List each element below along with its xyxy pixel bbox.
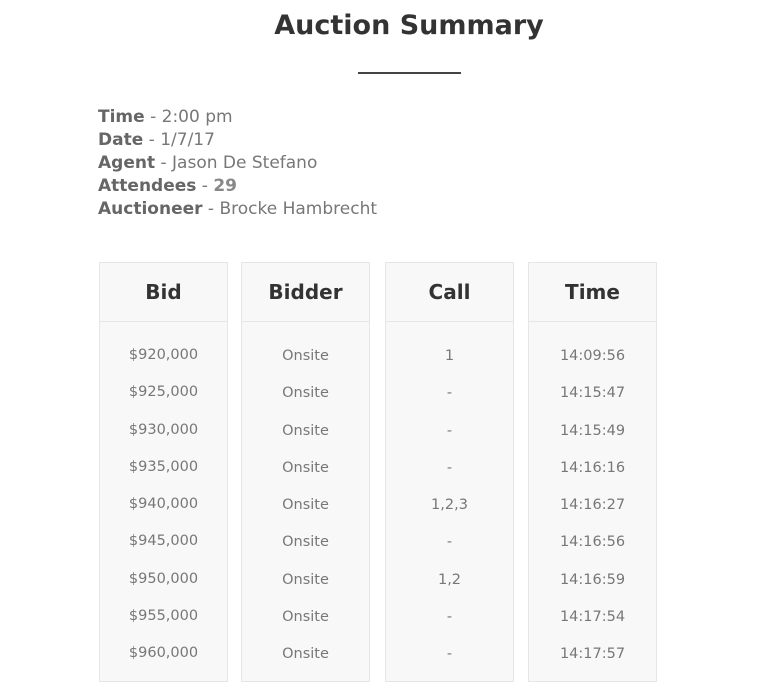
bid-cell: $940,000 (128, 496, 199, 513)
time-cell: 14:16:27 (559, 497, 626, 514)
bid-cell: $955,000 (128, 608, 199, 625)
bidder-cell: Onsite (282, 422, 329, 439)
call-column (385, 262, 514, 682)
bid-cell: $945,000 (128, 533, 199, 550)
time-column-cells (529, 322, 656, 674)
bidder-cell: Onsite (282, 497, 329, 514)
bidder-column-cells (242, 322, 369, 674)
bidder-cell: Onsite (282, 385, 329, 402)
call-cell: - (446, 534, 453, 551)
bid-cell: $920,000 (128, 347, 199, 363)
bid-cell: $935,000 (128, 458, 199, 475)
meta-time-label: Time (98, 107, 145, 127)
bid-column-cells (100, 322, 227, 673)
time-column (528, 262, 657, 682)
meta-attendees (98, 175, 377, 198)
time-cell: 14:17:57 (559, 646, 626, 663)
bidder-column-header: Bidder (242, 263, 369, 322)
meta-auctioneer (98, 198, 377, 221)
time-cell: 14:16:59 (559, 571, 626, 588)
meta-separator: - (201, 176, 208, 196)
bid-cell: $960,000 (128, 645, 199, 662)
meta-separator: - (150, 107, 157, 127)
bid-column (99, 262, 228, 682)
meta-time-value: 2:00 pm (161, 107, 233, 127)
bidder-cell: Onsite (282, 348, 329, 364)
call-cell: - (446, 459, 453, 476)
call-cell: - (446, 422, 453, 439)
call-cell: - (446, 609, 453, 626)
bidder-cell: Onsite (282, 459, 329, 476)
bid-cell: $930,000 (128, 421, 199, 438)
bidder-cell: Onsite (282, 571, 329, 588)
call-cell: - (446, 646, 453, 663)
title-divider (358, 72, 461, 74)
meta-date-label: Date (98, 130, 144, 150)
time-column-header: Time (529, 263, 656, 322)
auction-details (98, 106, 377, 221)
bidder-cell: Onsite (282, 534, 329, 551)
bidder-column (241, 262, 370, 682)
call-cell: 1,2,3 (431, 497, 468, 514)
call-column-cells (386, 322, 513, 674)
meta-attendees-value: 29 (213, 176, 238, 196)
call-cell: 1 (444, 348, 455, 364)
call-column-header: Call (386, 263, 513, 322)
meta-separator: - (160, 153, 167, 173)
meta-attendees-label: Attendees (98, 176, 197, 196)
meta-separator: - (148, 130, 155, 150)
bid-cell: $950,000 (128, 570, 199, 587)
call-cell: 1,2 (437, 571, 462, 588)
time-cell: 14:15:47 (559, 385, 626, 402)
time-cell: 14:15:49 (559, 422, 626, 439)
meta-time (98, 106, 377, 129)
bid-cell: $925,000 (128, 384, 199, 401)
time-cell: 14:17:54 (559, 609, 626, 626)
meta-separator: - (207, 199, 215, 219)
time-cell: 14:09:56 (559, 348, 626, 364)
time-cell: 14:16:56 (559, 534, 626, 551)
bidder-cell: Onsite (282, 646, 329, 663)
time-cell: 14:16:16 (559, 459, 626, 476)
meta-date-value: 1/7/17 (160, 130, 215, 150)
meta-auctioneer-label: Auctioneer (98, 199, 203, 219)
meta-agent (98, 152, 377, 175)
bidder-cell: Onsite (282, 609, 329, 626)
meta-agent-label: Agent (98, 153, 156, 173)
page-title: Auction Summary (274, 10, 544, 41)
meta-agent-value: Jason De Stefano (172, 153, 318, 173)
meta-auctioneer-value: Brocke Hambrecht (219, 199, 378, 219)
call-cell: - (446, 385, 453, 402)
bid-column-header: Bid (100, 263, 227, 322)
meta-date (98, 129, 377, 152)
